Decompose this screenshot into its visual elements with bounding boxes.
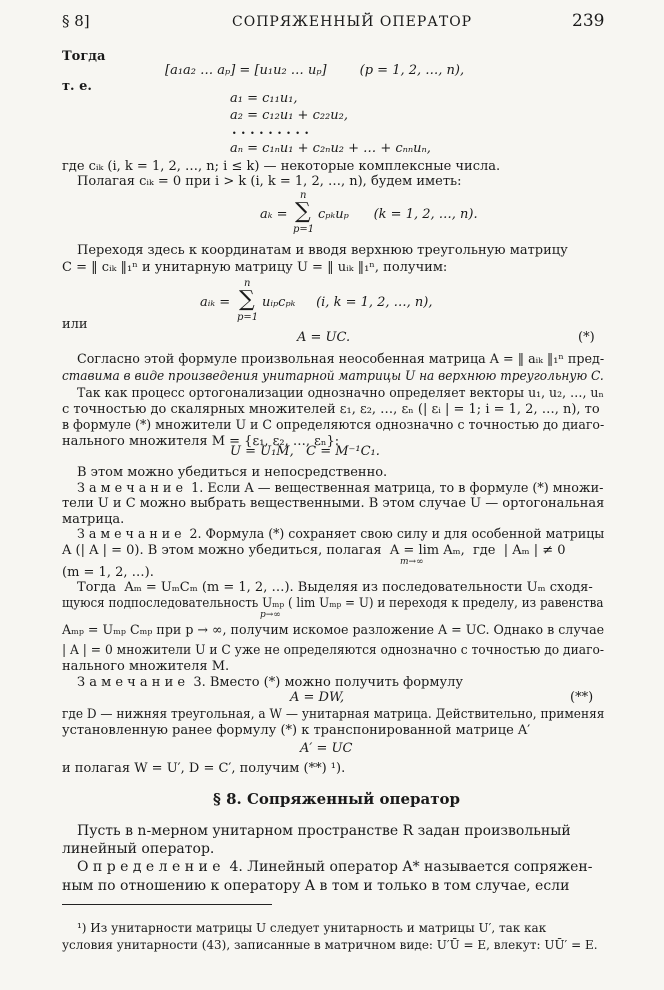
running-title: СОПРЯЖЕННЫЙ ОПЕРАТОР bbox=[232, 14, 473, 30]
footnote-line: условия унитарности (43), записанные в матричном виде: U′Ū = E, влекут: UŪ′ = E. bbox=[62, 938, 598, 952]
remark-2-line: (m = 1, 2, …). bbox=[62, 565, 154, 580]
equation-a-uc: A = UC. bbox=[297, 330, 351, 345]
footnote-line: ¹) Из унитарности матрицы U следует унитарность и матрицы U′, так как bbox=[77, 921, 547, 935]
remark-3-line: где D — нижняя треугольная, a W — унитарная матрица. Действительно, применяя bbox=[62, 707, 605, 722]
remark-3-line: установленную ранее формулу (*) к транспонированной матрице A′ bbox=[62, 723, 531, 738]
equation-a-prime: A′ = UC bbox=[300, 741, 353, 756]
te-word: т. е. bbox=[62, 79, 92, 94]
equation-a-dw: A = DW, bbox=[290, 690, 345, 705]
page-number: 239 bbox=[572, 11, 605, 31]
section-heading: § 8. Сопряженный оператор bbox=[213, 790, 460, 808]
section-text-line: линейный оператор. bbox=[62, 841, 215, 857]
footnote-rule bbox=[62, 904, 272, 905]
sum-body: cₚₖuₚ (k = 1, 2, …, n). bbox=[318, 207, 478, 222]
paragraph-line: Полагая cᵢₖ = 0 при i > k (i, k = 1, 2, …, n), будем иметь: bbox=[77, 174, 462, 189]
or-word: или bbox=[62, 317, 88, 332]
remark-3-line: и полагая W = U′, D = C′, получим (**) ¹). bbox=[62, 761, 346, 776]
paragraph-line: Согласно этой формуле произвольная неособенная матрица A = ‖ aᵢₖ ‖₁ⁿ пред- bbox=[77, 352, 605, 367]
sum-upper-limit: n bbox=[300, 190, 307, 201]
header-section-ref: § 8] bbox=[62, 12, 90, 30]
equation-line-n: aₙ = c₁ₙu₁ + c₂ₙu₂ + … + cₙₙuₙ, bbox=[230, 141, 431, 156]
remark-1-line: матрица. bbox=[62, 512, 125, 527]
paragraph-line: Так как процесс ортогонализации однозначно определяет векторы u₁, u₂, …, uₙ bbox=[77, 386, 604, 401]
remark-3-line: З а м е ч а н и е 3. Вместо (*) можно получить формулу bbox=[77, 675, 464, 690]
lead-word: Тогда bbox=[62, 49, 106, 64]
sum-upper-limit: n bbox=[244, 278, 251, 289]
equation-line-1: a₁ = c₁₁u₁, bbox=[230, 91, 298, 106]
paragraph-line: ставима в виде произведения унитарной матрицы U на верхнюю треугольную C. bbox=[62, 369, 604, 384]
sum-lhs: aₖ = bbox=[260, 207, 288, 222]
sum-sign: ∑ bbox=[295, 199, 311, 224]
remark-1-line: тели U и C можно выбрать вещественными. В этом случае U — ортогональная bbox=[62, 496, 605, 511]
equation-u-c: U = U₁M, C = M⁻¹C₁. bbox=[230, 444, 380, 459]
paragraph-line: с точностью до скалярных множителей ε₁, ε₂, …, εₙ (| εᵢ | = 1; i = 1, 2, …, n), то bbox=[62, 402, 600, 417]
equation-tag: (*) bbox=[578, 330, 595, 345]
paragraph-line: Переходя здесь к координатам и вводя верхнюю треугольную матрицу bbox=[77, 243, 568, 258]
sum-body: uᵢₚcₚₖ (i, k = 1, 2, …, n), bbox=[262, 295, 433, 310]
section-text-line: О п р е д е л е н и е 4. Линейный оператор A* называется сопряжен- bbox=[77, 859, 593, 875]
equation-line-2: a₂ = c₁₂u₁ + c₂₂u₂, bbox=[230, 108, 348, 123]
equation-tag: (**) bbox=[570, 690, 594, 705]
remark-2-line: Aₘₚ = Uₘₚ Cₘₚ при p → ∞, получим искомое разложение A = UC. Однако в случае bbox=[62, 623, 605, 638]
section-text-line: Пусть в n-мерном унитарном пространстве R задан произвольный bbox=[77, 823, 571, 839]
remark-2-line: З а м е ч а н и е 2. Формула (*) сохраняет свою силу и для особенной матрицы bbox=[77, 527, 605, 542]
remark-1-line: З а м е ч а н и е 1. Если A — вещественная матрица, то в формуле (*) множи- bbox=[77, 481, 604, 496]
paragraph-line: В этом можно убедиться и непосредственно. bbox=[77, 465, 388, 480]
remark-2-line: A (| A | = 0). В этом можно убедиться, полагая A = lim Aₘ, где | Aₘ | ≠ 0 bbox=[62, 543, 566, 558]
lim-subscript: m→∞ bbox=[400, 557, 424, 567]
sum-lhs: aᵢₖ = bbox=[200, 295, 231, 310]
paragraph-line: нального множителя M = {ε₁, ε₂, …, εₙ}: bbox=[62, 434, 340, 449]
remark-2-line: | A | = 0 множители U и C уже не определяются однозначно с точностью до диаго- bbox=[62, 643, 605, 658]
lim-subscript: p→∞ bbox=[260, 610, 281, 620]
sum-sign: ∑ bbox=[239, 287, 255, 312]
sum-lower-limit: p=1 bbox=[237, 312, 259, 323]
remark-2-line: нального множителя M. bbox=[62, 659, 230, 674]
equation-basis: [a₁a₂ … aₚ] = [u₁u₂ … uₚ] (p = 1, 2, …, n), bbox=[165, 63, 465, 78]
remark-2-line: Тогда Aₘ = UₘCₘ (m = 1, 2, …). Выделяя из последовательности Uₘ сходя- bbox=[77, 580, 593, 595]
section-text-line: ным по отношению к оператору A в том и только в том случае, если bbox=[62, 878, 570, 894]
paragraph-line: в формуле (*) множители U и C определяются однозначно с точностью до диаго- bbox=[62, 418, 605, 433]
paragraph-line: где cᵢₖ (i, k = 1, 2, …, n; i ≤ k) — некоторые комплексные числа. bbox=[62, 159, 501, 174]
equation-dots: . . . . . . . . . bbox=[232, 123, 309, 138]
sum-lower-limit: p=1 bbox=[293, 224, 315, 235]
remark-2-line: щуюся подпоследовательность Uₘₚ ( lim Uₘₚ = U) и переходя к пределу, из равенства bbox=[62, 596, 604, 611]
paragraph-line: C = ‖ cᵢₖ ‖₁ⁿ и унитарную матрицу U = ‖ uᵢₖ ‖₁ⁿ, получим: bbox=[62, 260, 448, 275]
